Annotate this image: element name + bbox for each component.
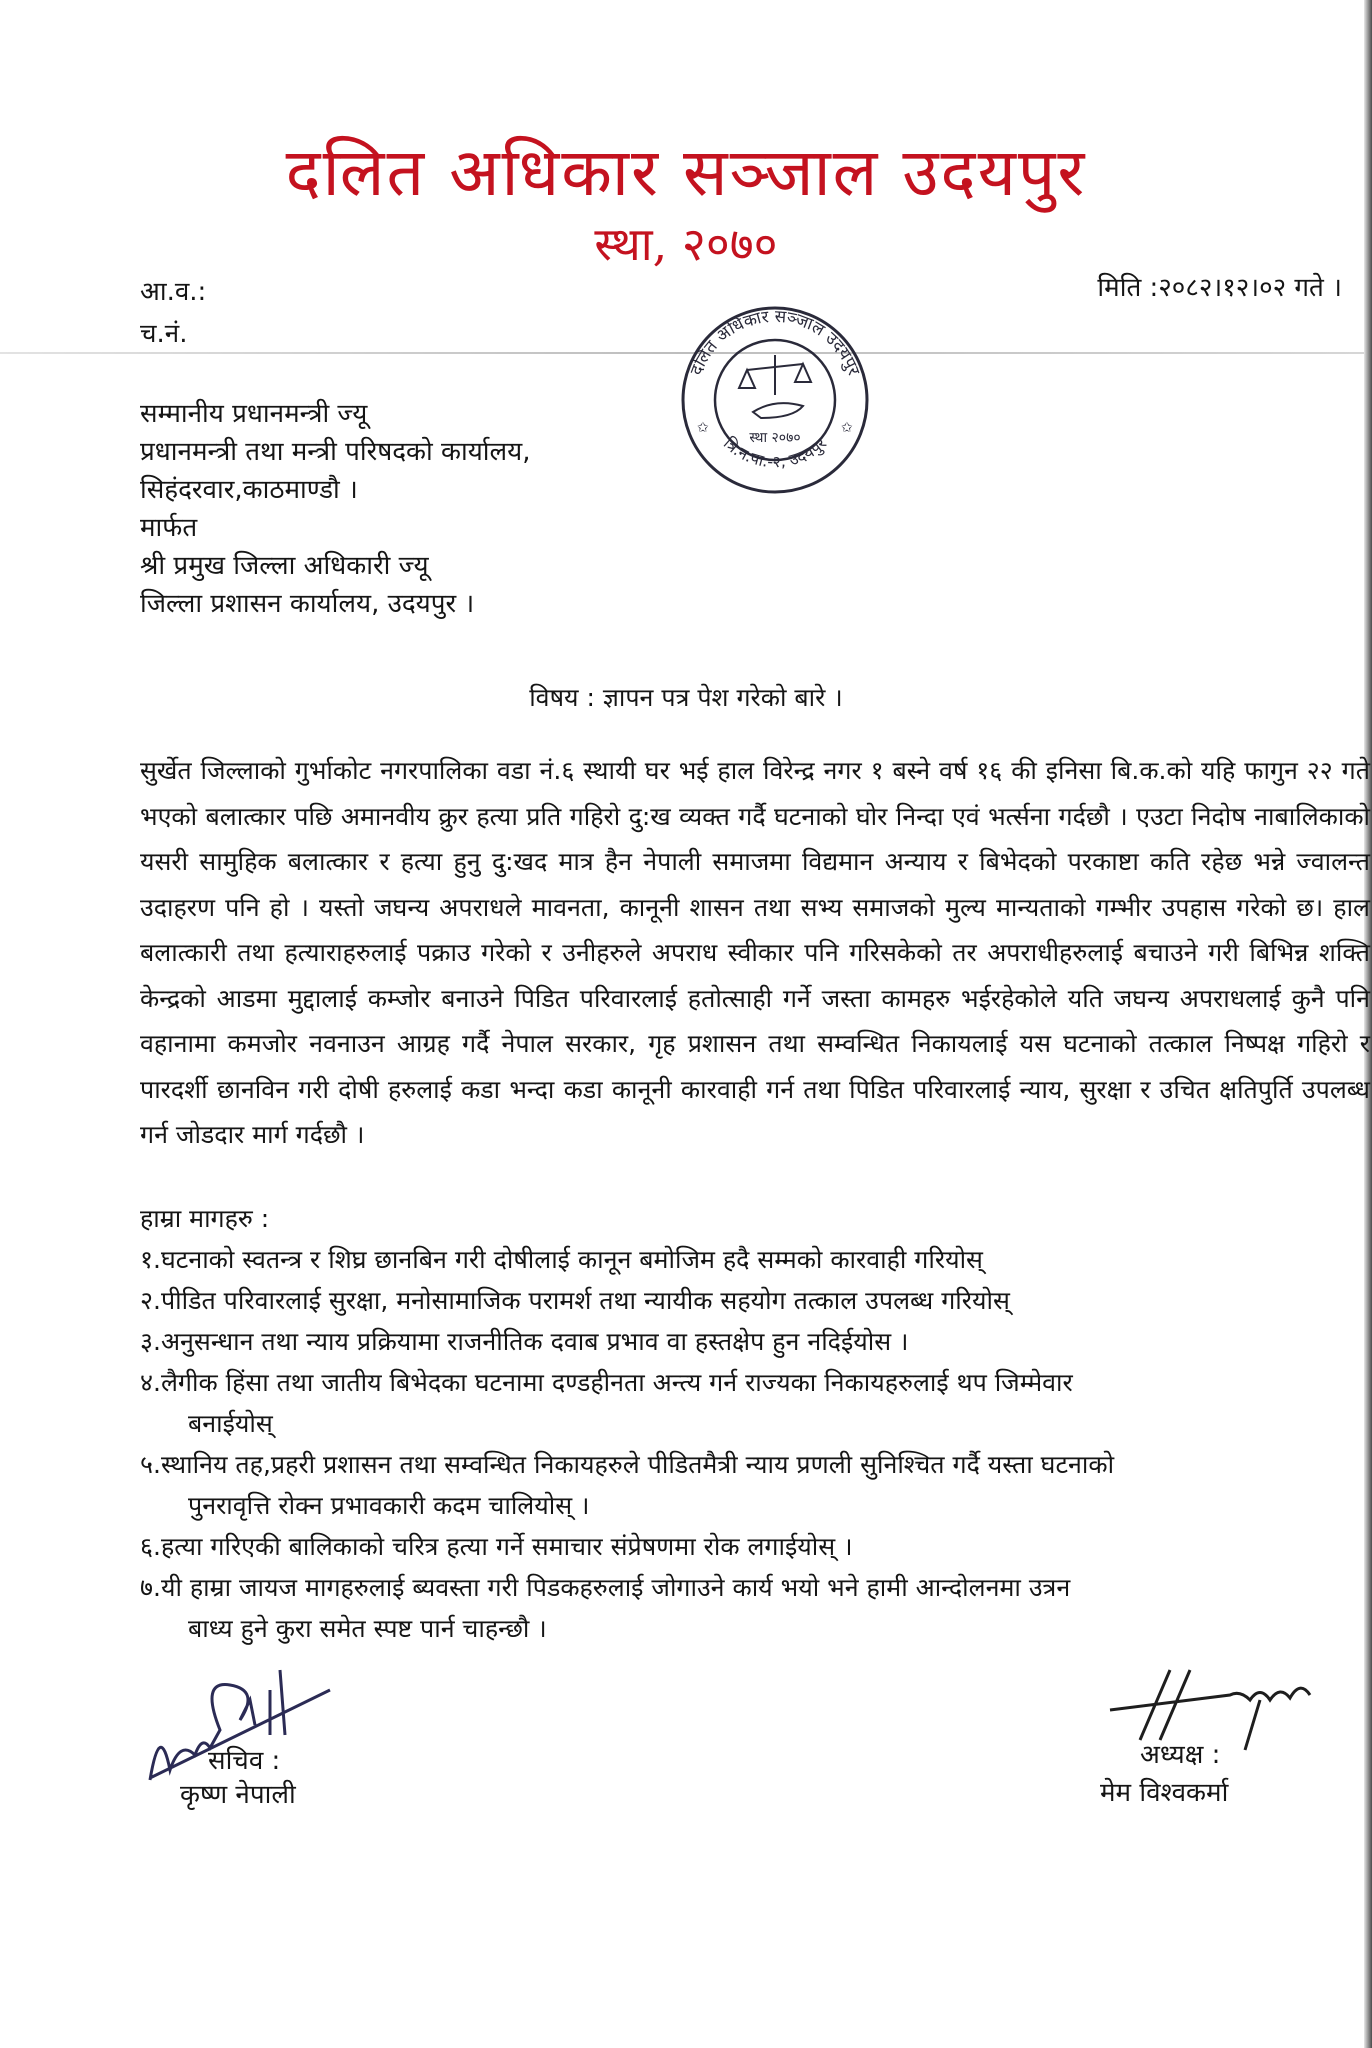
dispatch-number-label: च.नं. (140, 319, 188, 349)
stamp-inner-text: स्था २०७० (749, 430, 801, 446)
demands-list (140, 1198, 1370, 1649)
recipient-line: श्री प्रमुख जिल्ला अधिकारी ज्यू (140, 551, 429, 581)
fiscal-year-label: आ.व.: (140, 277, 207, 307)
letterhead-title: दलित अधिकार सञ्जाल उदयपुर (285, 134, 1087, 211)
letter-date: मिति :२०८२।१२।०२ गते । (1097, 273, 1342, 303)
recipient-line: सम्मानीय प्रधानमन्त्री ज्यू (140, 399, 368, 429)
chair-signature-block (1100, 1660, 1340, 1810)
organization-stamp (675, 300, 875, 500)
recipient-line: सिहंदरवार,काठमाण्डौ । (140, 475, 358, 505)
chair-name: मेम विश्वकर्मा (1100, 1778, 1229, 1808)
secretary-title: सचिव : (208, 1746, 281, 1776)
recipient-address (140, 395, 531, 623)
recipient-line: जिल्ला प्रशासन कार्यालय, उदयपुर । (140, 589, 475, 619)
recipient-line: प्रधानमन्त्री तथा मन्त्री परिषदको कार्यालय, (140, 437, 531, 467)
secretary-name: कृष्ण नेपाली (180, 1780, 296, 1810)
demand-item-continuation: बनाईयोस् (188, 1409, 273, 1438)
scales-icon (739, 355, 811, 418)
recipient-line: मार्फत (140, 513, 198, 543)
secretary-signature-block (140, 1660, 460, 1810)
scales-of-justice-seal-icon (675, 300, 875, 500)
demand-item: ४.लैगीक हिंसा तथा जातीय बिभेदका घटनामा दण्डहीनता अन्त्य गर्न राज्यका निकायहरुलाई थप जिम्मेवार (140, 1368, 1073, 1397)
demand-item: ७.यी हाम्रा जायज मागहरुलाई ब्यवस्ता गरी पिडकहरुलाई जोगाउने कार्य भयो भने हामी आन्दोलनमा उत्रन (140, 1573, 1071, 1602)
demand-item: १.घटनाको स्वतन्त्र र शिघ्र छानबिन गरी दोषीलाई कानून बमोजिम हदै सम्मको कारवाही गरियोस् (140, 1245, 983, 1274)
stamp-outer-text: दलित अधिकार सञ्जाल उदयपुर (686, 306, 864, 379)
demand-item-continuation: पुनरावृत्ति रोक्न प्रभावकारी कदम चालियोस् । (188, 1491, 590, 1520)
demand-item-continuation: बाध्य हुने कुरा समेत स्पष्ट पार्न चाहन्छौ । (188, 1614, 547, 1643)
chair-title: अध्यक्ष : (1140, 1740, 1221, 1770)
demand-item: ५.स्थानिय तह,प्रहरी प्रशासन तथा सम्वन्धित निकायहरुले पीडितमैत्री न्याय प्रणली सुनिश्चित गर्दै यस्ता घटनाको (140, 1450, 1115, 1479)
demand-item: २.पीडित परिवारलाई सुरक्षा, मनोसामाजिक परामर्श तथा न्यायीक सहयोग तत्काल उपलब्ध गरियोस् (140, 1286, 1010, 1315)
letter-subject: विषय : ज्ञापन पत्र पेश गरेको बारे । (529, 683, 843, 712)
letter-body: सुर्खेत जिल्लाको गुर्भाकोट नगरपालिका वडा नं.६ स्थायी घर भई हाल विरेन्द्र नगर १ बस्ने वर्ष १६ की इनिसा बि.क.को यहि फागुन २२ गते भएको बलात्कार पछि अमानवीय क्रुर हत्या प्रति गहिरो दु:ख व्यक्त गर्दै घटनाको घोर निन्दा एवं भर्त्सना गर्दछौ । एउटा निदोष नाबालिकाको यसरी सामुहिक बलात्कार र हत्या हुनु दु:खद मात्र हैन नेपाली समाजमा विद्यमान अन्याय र बिभेदको परकाष्टा कति रहेछ भन्ने ज्वालन्त उदाहरण पनि हो । यस्तो जघन्य अपराधले मावनता, कानूनी शासन तथा सभ्य समाजको मुल्य मान्यताको गम्भीर उपहास गरेको छ। हाल बलात्कारी तथा हत्याराहरुलाई पक्राउ गरेको र उनीहरुले अपराध स्वीकार पनि गरिसकेको तर अपराधीहरुलाई बचाउने गरी बिभिन्न शक्ति केन्द्रको आडमा मुद्दालाई कम्जोर बनाउने पिडित परिवारलाई हतोत्साही गर्ने जस्ता कामहरु भईरहेकोले यति जघन्य अपराधलाई कुनै पनि वहानामा कमजोर नवनाउन आग्रह गर्दै नेपाल सरकार, गृह प्रशासन तथा सम्वन्धित निकायलाई यस घटनाको तत्काल निष्पक्ष गहिरो र पारदर्शी छानविन गरी दोषी हरुलाई कडा भन्दा कडा कानूनी कारवाही गर्न तथा पिडित परिवारलाई न्याय, सुरक्षा र उचित क्षतिपुर्ति उपलब्ध गर्न जोडदार मार्ग गर्दछौ । (140, 756, 1370, 1149)
demand-item: ६.हत्या गरिएकी बालिकाको चरित्र हत्या गर्ने समाचार संप्रेषणमा रोक लगाईयोस् । (140, 1532, 853, 1561)
demands-heading: हाम्रा मागहरु : (140, 1204, 270, 1233)
stamp-bottom-text: त्रि.न.पा.-२, उदयपुर (719, 433, 831, 472)
letterhead-established: स्था, २०७० (594, 217, 778, 271)
stamp-star-left-icon: ✩ (697, 420, 709, 436)
demand-item: ३.अनुसन्धान तथा न्याय प्रक्रियामा राजनीतिक दवाब प्रभाव वा हस्तक्षेप हुन नदिईयोस । (140, 1327, 909, 1356)
stamp-star-right-icon: ✩ (841, 420, 853, 436)
